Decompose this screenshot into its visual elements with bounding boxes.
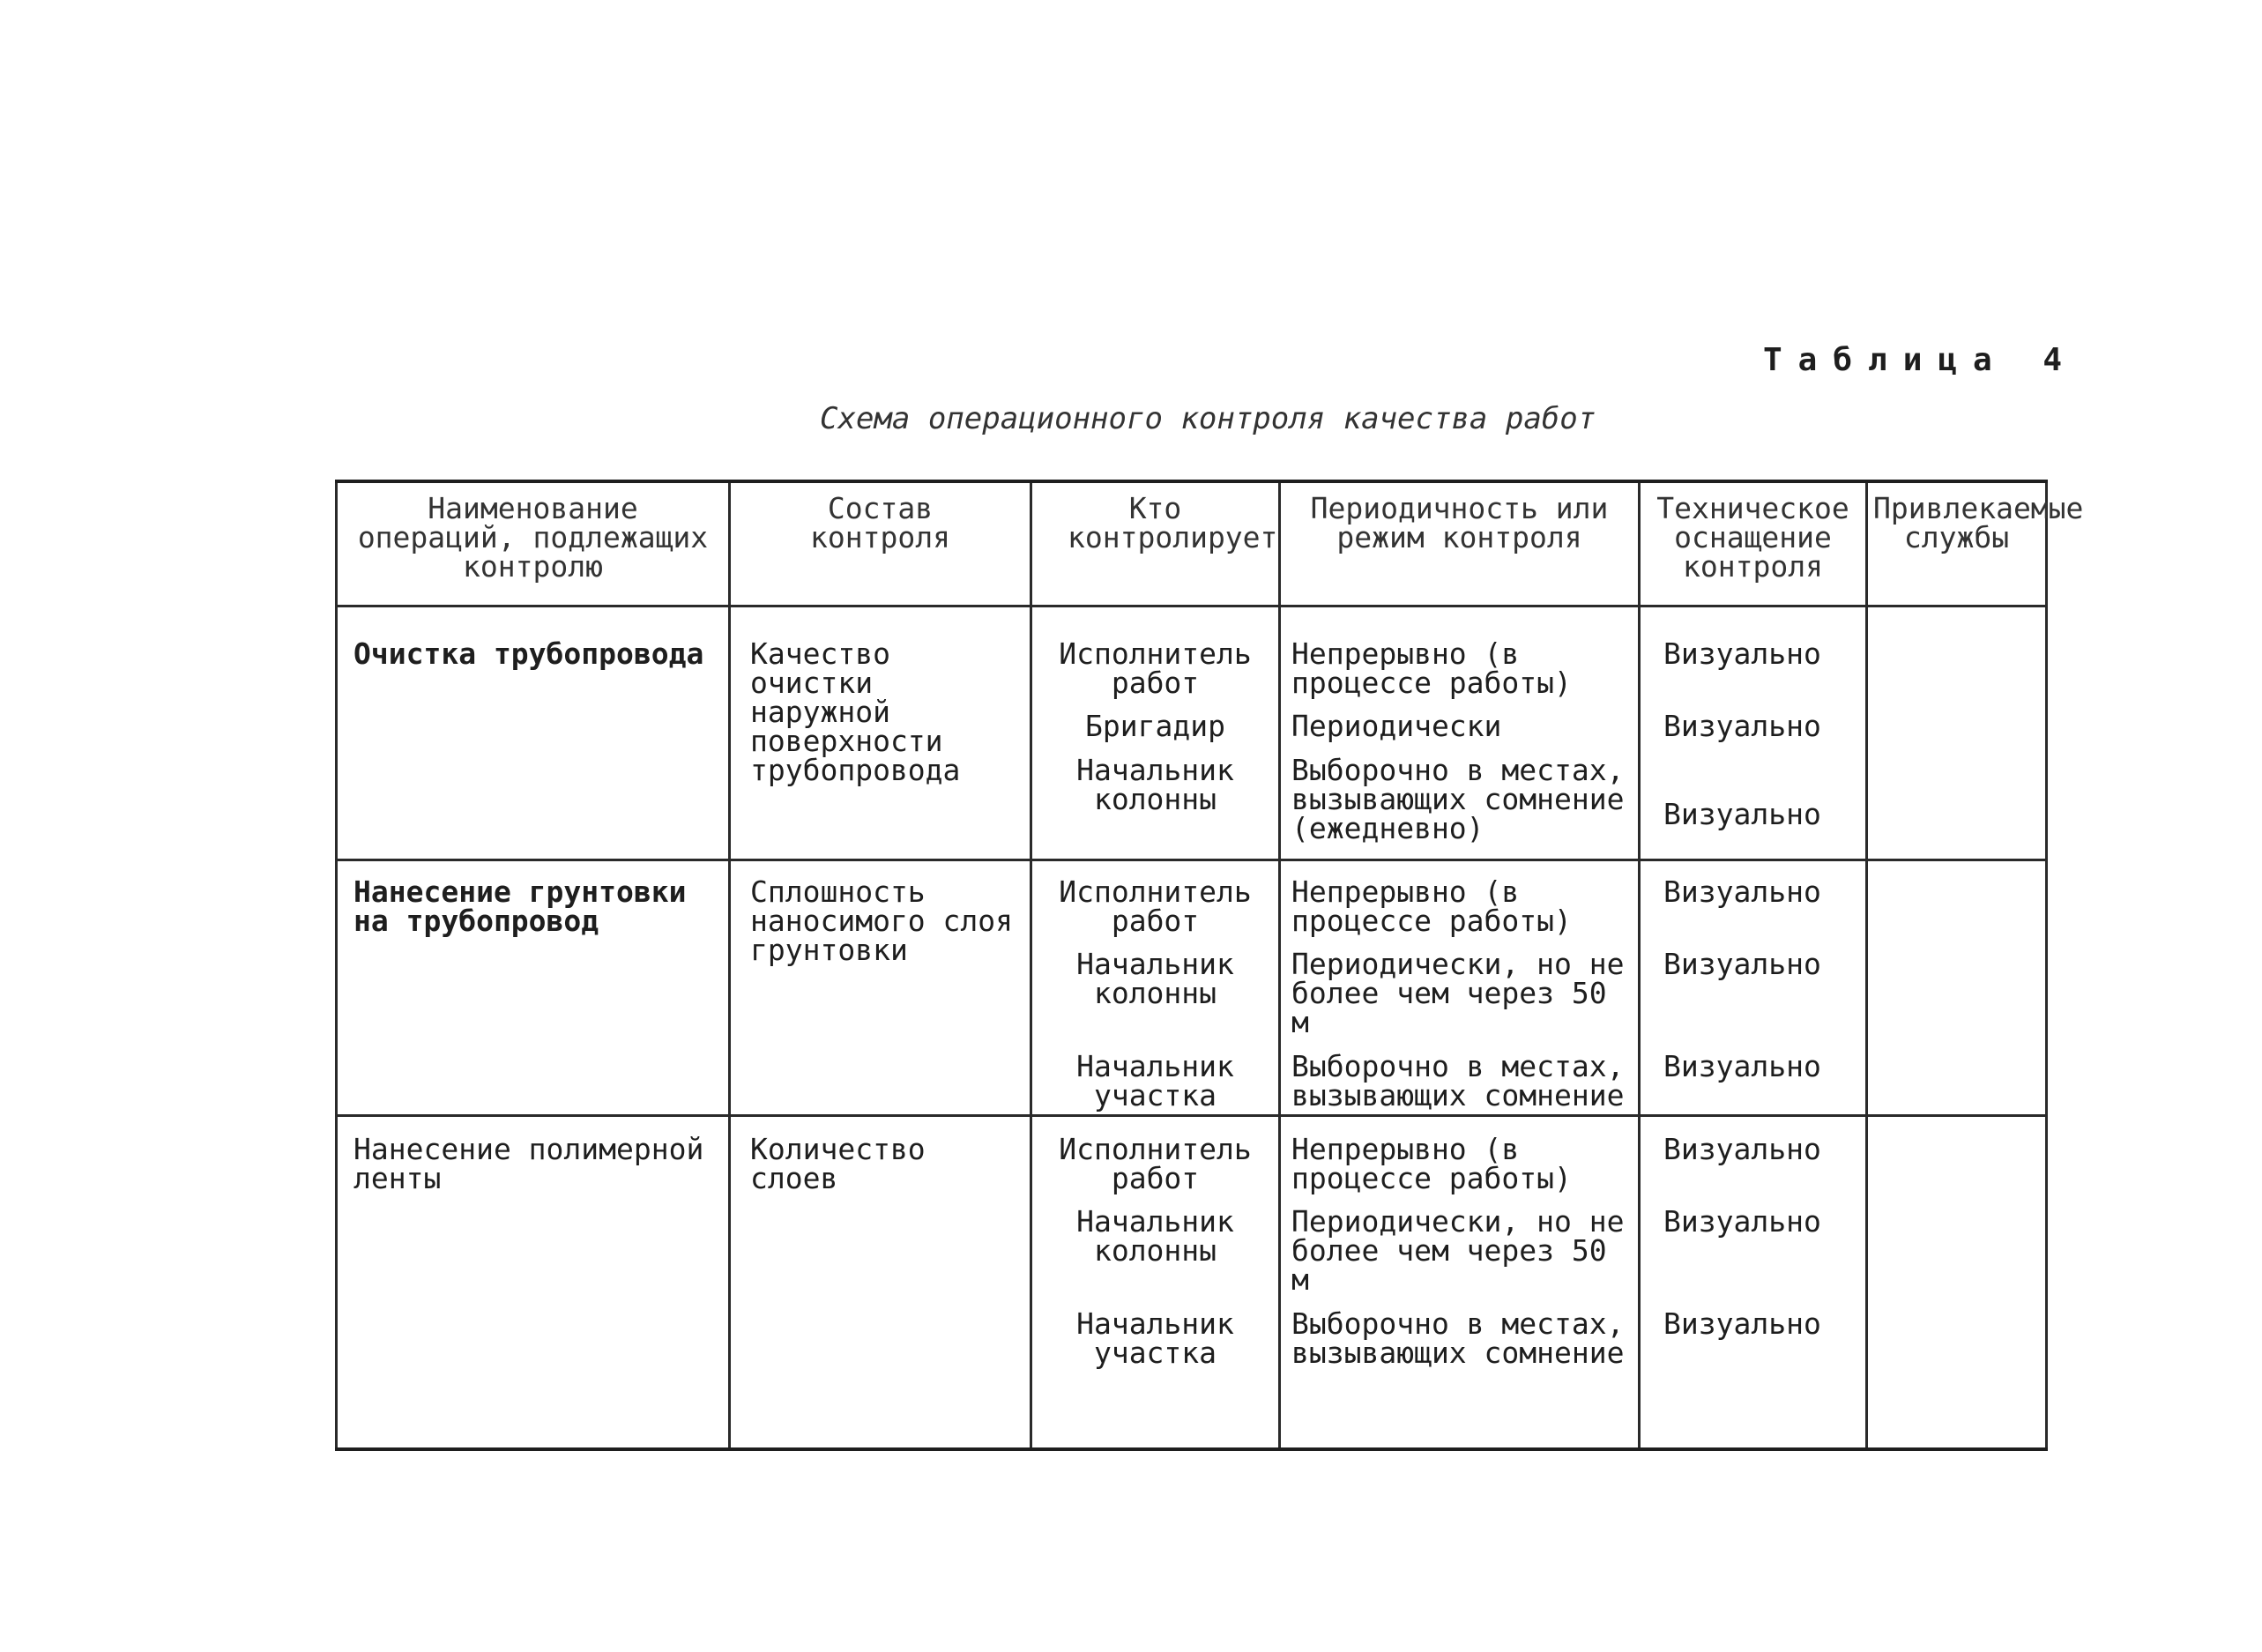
who-cell: [1031, 860, 1280, 1116]
tool-entry: Визуально: [1663, 1204, 1821, 1239]
tool-entry: Визуально: [1663, 636, 1821, 671]
tool-entry: Визуально: [1663, 797, 1821, 831]
who-entry: Начальник колонны: [1076, 753, 1234, 816]
who-cell: [1031, 606, 1280, 860]
table-header-row: [337, 481, 2047, 606]
table-row: [337, 860, 2047, 1116]
who-entry: Исполнитель работ: [1059, 636, 1252, 700]
who-entry: Исполнитель работ: [1059, 1132, 1252, 1195]
tool-cell: [1640, 860, 1867, 1116]
mode-entry: Непрерывно (в процессе работы): [1291, 1132, 1572, 1195]
mode-entry: Периодически: [1291, 709, 1502, 743]
mode-entry: Непрерывно (в процессе работы): [1291, 636, 1572, 700]
mode-entry: Выборочно в местах, вызывающих сомнение (ежедневно): [1291, 753, 1625, 845]
mode-cell: [1280, 860, 1640, 1116]
mode-entry: Периодически, но не более чем через 50 м: [1291, 947, 1625, 1039]
who-entry: Исполнитель работ: [1059, 874, 1252, 938]
table-row: [337, 1116, 2047, 1449]
tool-entry: Визуально: [1663, 947, 1821, 981]
tool-cell: [1640, 1116, 1867, 1449]
header-tool: Техническое оснащение контроля: [1640, 481, 1867, 606]
who-entry: Начальник колонны: [1076, 947, 1234, 1010]
mode-entry: Непрерывно (в процессе работы): [1291, 874, 1572, 938]
composition-cell: Сплошность наносимого слоя грунтовки: [730, 860, 1031, 1116]
services-cell: [1867, 606, 2047, 860]
services-cell: [1867, 860, 2047, 1116]
header-who: Кто контролирует: [1031, 481, 1280, 606]
header-operation: Наименование операций, подлежащих контролю: [337, 481, 730, 606]
composition-cell: Количество слоев: [730, 1116, 1031, 1449]
tool-entry: Визуально: [1663, 709, 1821, 743]
operation-cell: Нанесение грунтовки на трубопровод: [337, 860, 730, 1116]
header-services: Привлекаемые службы: [1867, 481, 2047, 606]
who-entry: Начальник колонны: [1076, 1204, 1234, 1268]
mode-entry: Выборочно в местах, вызывающих сомнение: [1291, 1306, 1625, 1370]
quality-control-table: [335, 480, 2084, 1451]
composition-cell: Качество очистки наружной поверхности трубопровода: [730, 606, 1031, 860]
header-composition: Состав контроля: [730, 481, 1031, 606]
mode-cell: [1280, 606, 1640, 860]
tool-entry: Визуально: [1663, 1049, 1821, 1083]
tool-entry: Визуально: [1663, 874, 1821, 909]
table-caption: Схема операционного контроля качества работ: [820, 401, 1596, 436]
who-cell: [1031, 1116, 1280, 1449]
table-number-label: Таблица 4: [1763, 342, 2079, 378]
operation-cell: Нанесение полимерной ленты: [337, 1116, 730, 1449]
tool-entry: Визуально: [1663, 1132, 1821, 1166]
tool-entry: Визуально: [1663, 1306, 1821, 1341]
tool-cell: [1640, 606, 1867, 860]
who-entry: Бригадир: [1085, 709, 1225, 743]
mode-cell: [1280, 1116, 1640, 1449]
mode-entry: Выборочно в местах, вызывающих сомнение: [1291, 1049, 1625, 1112]
who-entry: Начальник участка: [1076, 1049, 1234, 1112]
services-cell: [1867, 1116, 2047, 1449]
table-row: [337, 606, 2047, 860]
operation-cell: Очистка трубопровода: [337, 606, 730, 860]
mode-entry: Периодически, но не более чем через 50 м: [1291, 1204, 1625, 1297]
header-mode: Периодичность или режим контроля: [1280, 481, 1640, 606]
who-entry: Начальник участка: [1076, 1306, 1234, 1370]
